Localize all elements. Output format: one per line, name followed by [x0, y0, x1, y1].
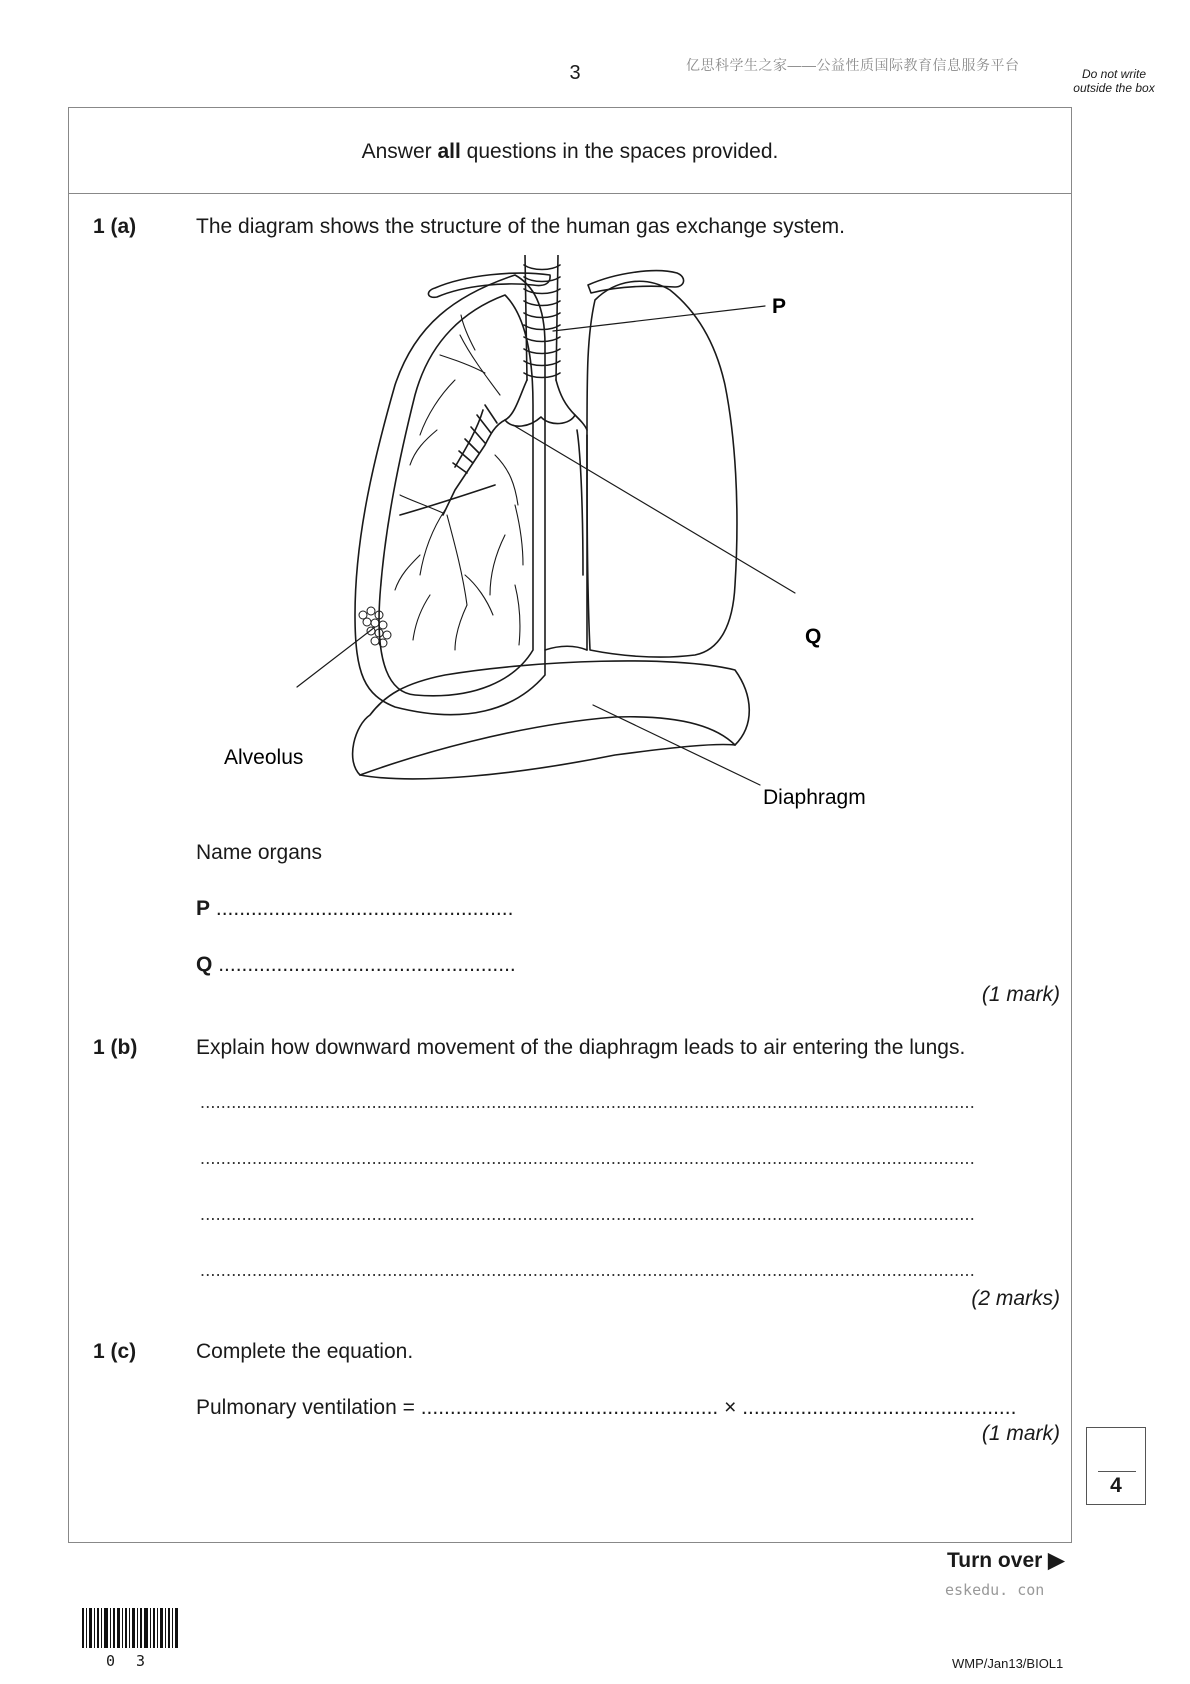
- instructions-divider: [68, 193, 1072, 194]
- left-bronchus-rings: [453, 405, 497, 473]
- margin-note: Do not write outside the box: [1073, 67, 1155, 95]
- label-alveolus: Alveolus: [224, 746, 304, 769]
- score-value: 4: [1110, 1474, 1122, 1497]
- answer-q-row[interactable]: [196, 953, 516, 977]
- right-bronchus: [575, 415, 587, 430]
- paper-reference: WMP/Jan13/BIOL1: [952, 1656, 1064, 1671]
- answer-q-label: Q: [196, 953, 213, 976]
- barcode-icon: [82, 1608, 178, 1648]
- answer-p-label: P: [196, 897, 211, 920]
- question-1a-number: 1 (a): [93, 215, 137, 238]
- page-number: 3: [569, 62, 581, 84]
- question-1c-marks: (1 mark): [981, 1422, 1060, 1445]
- right-pleura: [577, 430, 587, 650]
- barcode-number: 0 3: [106, 1652, 152, 1670]
- instructions: [68, 140, 1072, 164]
- leader-p: [553, 306, 765, 331]
- diaphragm-base: [360, 744, 735, 778]
- answer-line[interactable]: .....................................................................................................................................................: [200, 1260, 975, 1280]
- turn-over-label: Turn over ▶: [947, 1549, 1065, 1572]
- leader-q: [513, 425, 795, 593]
- instructions-suffix: questions in the spaces provided.: [460, 140, 779, 163]
- bronchus-junction: [505, 380, 575, 426]
- mediastinum-line: [545, 646, 587, 650]
- watermark-text: eskedu. con: [945, 1581, 1045, 1599]
- answer-line[interactable]: .....................................................................................................................................................: [200, 1204, 975, 1224]
- label-q: Q: [805, 625, 822, 648]
- label-p: P: [772, 295, 787, 318]
- gas-exchange-diagram: [215, 255, 915, 830]
- site-header-text: 亿思科学生之家——公益性质国际教育信息服务平台: [686, 57, 1020, 73]
- question-1b-marks: (2 marks): [971, 1287, 1060, 1310]
- score-box-line: [1098, 1471, 1136, 1472]
- question-1b-text: Explain how downward movement of the diaphragm leads to air entering the lungs.: [196, 1036, 966, 1059]
- lobe-fissure: [400, 485, 495, 515]
- instructions-prefix: Answer: [361, 140, 438, 163]
- answer-p-row[interactable]: [196, 897, 513, 921]
- equation-line[interactable]: Pulmonary ventilation = ................................................... × ...............................................: [196, 1396, 1017, 1419]
- question-1b-number: 1 (b): [93, 1036, 138, 1059]
- question-1a-marks: (1 mark): [981, 983, 1060, 1006]
- bronchiole-tree: [395, 315, 523, 650]
- answer-line[interactable]: .....................................................................................................................................................: [200, 1148, 975, 1168]
- label-diaphragm: Diaphragm: [763, 786, 866, 809]
- diaphragm-shape: [353, 661, 750, 775]
- question-1c-text: Complete the equation.: [196, 1340, 414, 1363]
- right-lung: [587, 281, 737, 657]
- question-1a-text: The diagram shows the structure of the human gas exchange system.: [196, 215, 846, 238]
- question-1c-number: 1 (c): [93, 1340, 137, 1363]
- question-1a-prompt: Name organs: [196, 841, 323, 864]
- instructions-bold: all: [437, 140, 461, 163]
- answer-line[interactable]: .....................................................................................................................................................: [200, 1092, 975, 1112]
- answer-q-dots: ...................................................: [218, 953, 516, 976]
- answer-p-dots: ...................................................: [215, 897, 514, 920]
